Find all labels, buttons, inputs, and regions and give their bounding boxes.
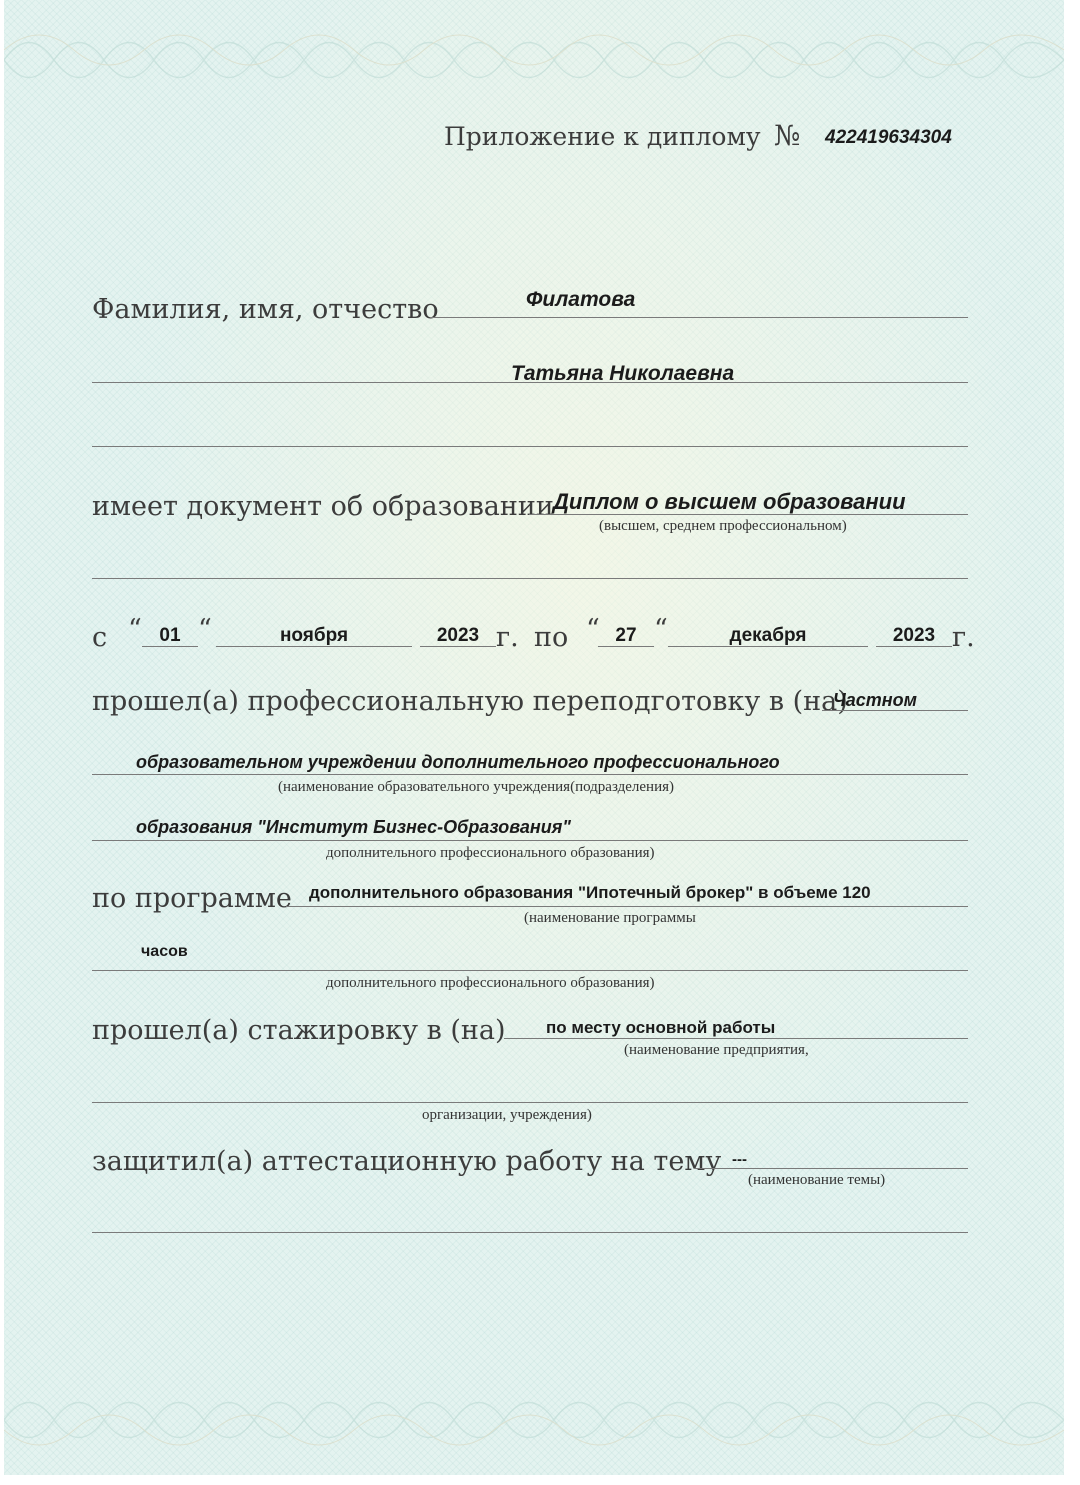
program-value-1: дополнительного образования "Ипотечный брокер" в объеме 120	[309, 883, 871, 902]
fio-line-3	[92, 446, 968, 447]
education-line-2	[92, 578, 968, 579]
to-year: 2023	[892, 625, 936, 646]
retraining-hint-1: (наименование образовательного учреждения(подразделения)	[278, 779, 674, 795]
retraining-line-3	[92, 840, 968, 841]
open-quote-1: “	[128, 614, 142, 645]
thesis-label: защитил(а) аттестационную работу на тему	[92, 1146, 722, 1177]
thesis-line-1	[694, 1168, 968, 1169]
program-hint-1: (наименование программы	[524, 910, 696, 926]
education-line	[529, 514, 968, 515]
period-from-prefix: с	[92, 622, 108, 653]
program-label: по программе	[92, 883, 292, 914]
program-line-2	[92, 970, 968, 971]
education-hint: (высшем, среднем профессиональном)	[599, 518, 847, 534]
fio-name-patronymic: Татьяна Николаевна	[511, 362, 735, 385]
to-month: декабря	[729, 625, 807, 646]
to-year-suffix: г.	[952, 622, 975, 653]
education-value: Диплом о высшем образовании	[553, 489, 906, 514]
fio-surname: Филатова	[526, 288, 636, 311]
number-sign: №	[774, 119, 801, 152]
diploma-number: 422419634304	[825, 127, 952, 148]
fio-line-1	[430, 317, 968, 318]
from-year-line	[420, 646, 496, 647]
from-day-line	[142, 646, 198, 647]
program-value-2: часов	[141, 943, 188, 960]
from-day: 01	[159, 625, 181, 646]
internship-hint-1: (наименование предприятия,	[624, 1042, 809, 1058]
retraining-line-2	[92, 774, 968, 775]
thesis-line-2	[92, 1232, 968, 1233]
retraining-hint-2: дополнительного профессионального образования)	[326, 845, 655, 861]
internship-hint-2: организации, учреждения)	[422, 1107, 592, 1123]
thesis-value: ---	[732, 1151, 747, 1168]
thesis-hint: (наименование темы)	[748, 1172, 886, 1188]
retraining-value-1: Частном	[833, 690, 917, 710]
from-month-line	[216, 646, 412, 647]
to-day-line	[598, 646, 654, 647]
supplement-title: Приложение к диплому	[444, 122, 761, 151]
from-month: ноября	[279, 625, 349, 646]
internship-value: по месту основной работы	[546, 1018, 776, 1037]
retraining-value-2: образовательном учреждении дополнительного профессионального	[136, 752, 780, 772]
to-year-line	[876, 646, 952, 647]
retraining-label: прошел(а) профессиональную переподготовку в (на)	[92, 686, 848, 717]
guilloche-border-top	[4, 20, 1064, 100]
education-label: имеет документ об образовании	[92, 491, 554, 522]
internship-label: прошел(а) стажировку в (на)	[92, 1015, 506, 1046]
diploma-supplement-page	[4, 0, 1064, 1475]
to-month-line	[668, 646, 868, 647]
close-quote-2: “	[654, 614, 668, 645]
retraining-value-3: образования "Институт Бизнес-Образования"	[136, 817, 571, 837]
internship-line-1	[504, 1038, 968, 1039]
program-hint-2: дополнительного профессионального образования)	[326, 975, 655, 991]
guilloche-border-bottom	[4, 1380, 1064, 1460]
period-to-prefix: по	[534, 622, 569, 653]
open-quote-2: “	[586, 614, 600, 645]
to-day: 27	[615, 625, 637, 646]
retraining-line-1	[822, 710, 968, 711]
close-quote-1: “	[198, 614, 212, 645]
internship-line-2	[92, 1102, 968, 1103]
from-year-suffix: г.	[496, 622, 519, 653]
fio-label: Фамилия, имя, отчество	[92, 294, 439, 325]
program-line-1	[286, 906, 968, 907]
from-year: 2023	[436, 625, 480, 646]
